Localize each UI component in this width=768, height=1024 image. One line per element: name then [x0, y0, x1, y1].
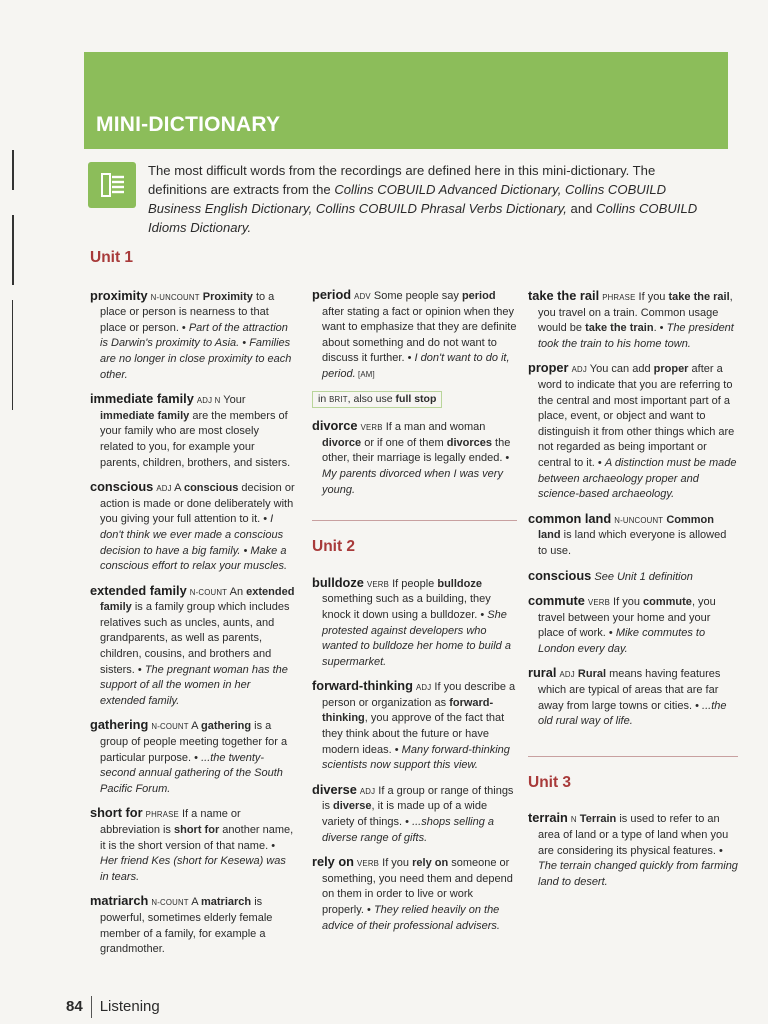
entry-proximity: [90, 288, 295, 384]
definition: something such as a building, they knock it down using a bulldozer. •: [322, 593, 491, 621]
margin-mark: [12, 150, 14, 190]
entry-commute: [528, 593, 738, 657]
definition: Some people say: [370, 290, 462, 302]
region-label: BRIT: [329, 394, 348, 404]
headword: terrain: [528, 810, 568, 826]
headword: proximity: [90, 287, 148, 303]
grammar-label: N-UNCOUNT: [150, 292, 200, 302]
example: The terrain changed quickly from farming land to desert.: [538, 860, 738, 888]
unit-heading: Unit 2: [312, 538, 356, 556]
definition: someone or something, you need them and depend on them in order to live or work properly. •: [322, 857, 513, 916]
intro-sources: Collins COBUILD Advanced Dictionary, Collins COBUILD Business English Dictionary, Collins COBUILD Phrasal Verbs Dictionary,: [148, 182, 667, 216]
definition: If people: [389, 577, 438, 590]
bold-term: take the rail: [668, 291, 730, 303]
headword: conscious: [528, 567, 592, 583]
definition: , you approve of the fact that they think about the future or have modern ideas. •: [322, 712, 505, 756]
example: ...the twenty-second annual gathering of the South Pacific Forum.: [100, 751, 283, 795]
entry-short-for: [90, 805, 295, 885]
note-text: , also use: [347, 392, 396, 405]
example: I don't think we ever made a conscious decision to have a big family. • Make a conscious effort to relax your muscles.: [100, 513, 288, 573]
definition: If a group or range of things is: [322, 784, 514, 813]
page-number: 84: [66, 997, 83, 1015]
column-3: [528, 248, 738, 898]
definition: An: [227, 585, 247, 598]
unit-heading: Unit 3: [528, 773, 572, 791]
example: ...shops selling a diverse range of gifts.: [322, 816, 494, 844]
example: They relied heavily on the advice of their professional advisers.: [322, 904, 500, 932]
section-name: Listening: [99, 997, 160, 1015]
example: The president took the train to his home town.: [538, 322, 734, 350]
headword: forward-thinking: [312, 678, 413, 694]
example: A distinction must be made between archaeology proper and science-based archaeology.: [538, 456, 737, 501]
bold-term: diverse: [333, 800, 372, 813]
cross-reference: See Unit 1 definition: [594, 570, 693, 583]
grammar-label: VERB: [587, 598, 610, 608]
column-1: [90, 250, 295, 966]
book-list-icon: [88, 162, 136, 208]
region-label: [AM]: [355, 369, 375, 379]
headword: immediate family: [90, 391, 194, 407]
entry-bulldoze: [312, 575, 517, 671]
definition: A: [188, 720, 201, 733]
headword: gathering: [90, 717, 149, 733]
bold-term: Rural: [577, 668, 607, 681]
margin-mark: [12, 215, 14, 285]
unit-divider: [528, 756, 738, 757]
headword: rural: [528, 665, 557, 681]
headword: take the rail: [528, 288, 600, 303]
bold-term: conscious: [183, 482, 239, 495]
definition: or if one of them: [361, 436, 447, 449]
bold-term: full stop: [395, 392, 437, 405]
grammar-label: ADJ: [359, 786, 376, 796]
bold-term: matriarch: [201, 896, 252, 909]
entry-proper: [528, 360, 738, 502]
grammar-label: N-UNCOUNT: [614, 515, 664, 525]
example: Many forward-thinking scientists now support this view.: [322, 743, 510, 772]
note-text: in: [318, 392, 330, 405]
headword: matriarch: [90, 893, 149, 909]
example: I don't want to do it, period.: [322, 352, 510, 380]
definition: means having features which are typical of areas that are far away from large towns or cities. •: [538, 668, 721, 712]
bold-term: proper: [653, 363, 689, 376]
headword: period: [312, 287, 352, 302]
grammar-label: ADJ N: [196, 396, 221, 406]
bold-term: Common land: [538, 513, 714, 542]
definition: If you: [635, 291, 669, 303]
entry-terrain: [528, 810, 738, 890]
entry-immediate-family: [90, 391, 295, 471]
unit-heading: Unit 1: [90, 249, 134, 266]
headword: conscious: [90, 479, 154, 495]
entry-conscious: [90, 479, 295, 575]
bold-term: Terrain: [579, 813, 617, 826]
definition: the other, their marriage is legally ended. •: [322, 436, 511, 465]
usage-note: [312, 391, 442, 409]
entry-diverse: [312, 782, 517, 846]
page-title: MINI-DICTIONARY: [96, 113, 281, 136]
grammar-label: ADJ: [571, 365, 587, 375]
grammar-label: PHRASE: [145, 810, 179, 820]
entry-period: [312, 287, 517, 383]
grammar-label: VERB: [366, 579, 390, 589]
definition: You can add: [586, 363, 654, 376]
entry-gathering: [90, 717, 295, 797]
definition: to a place or person is nearness to that place or person. •: [100, 290, 275, 334]
bold-term: short for: [174, 824, 220, 836]
margin-mark: [12, 300, 13, 410]
definition: is a family group which includes relatives such as uncles, aunts, and grandparents, as well as parents, children, cousins, and brothers and sisters. •: [100, 601, 290, 676]
definition: If you describe a person or organization as: [322, 681, 516, 709]
grammar-label: ADJ: [156, 484, 172, 494]
bold-term: immediate family: [100, 409, 190, 422]
unit-divider: [312, 520, 517, 521]
definition: A: [188, 896, 201, 909]
bold-term: period: [461, 290, 496, 302]
definition: , you travel between your home and your place of work. •: [538, 596, 716, 640]
entry-forward-thinking: [312, 678, 517, 774]
example: Mike commutes to London every day.: [538, 627, 706, 655]
headword: common land: [528, 510, 612, 526]
bold-term: commute: [643, 596, 692, 609]
bold-term: divorces: [446, 436, 492, 449]
definition: Your: [220, 394, 246, 407]
definition: If a name or abbreviation is: [100, 808, 241, 836]
definition: . •: [653, 322, 667, 335]
grammar-label: ADJ: [416, 683, 432, 693]
definition: another name, it is the short version of that name. •: [100, 824, 294, 852]
entry-rural: [528, 665, 738, 729]
intro-text: The most difficult words from the recordings are defined here in this mini-dictionary. The definitions are extracts from the: [148, 163, 656, 197]
definition: is powerful, sometimes elderly female member of a family, for example a grandmother.: [100, 896, 273, 956]
bold-term: Proximity: [202, 290, 253, 303]
example: The pregnant woman has the support of all the women in her extended family.: [100, 663, 288, 707]
bold-term: forward-thinking: [322, 696, 494, 725]
definition: If a man and woman: [382, 421, 486, 434]
headword: bulldoze: [312, 574, 364, 590]
grammar-label: N-COUNT: [151, 722, 189, 732]
entry-extended-family: [90, 583, 295, 710]
definition: If you: [610, 596, 644, 609]
intro-sources: Collins COBUILD Idioms Dictionary.: [148, 201, 698, 235]
definition: , it is made up of a wide variety of things. •: [322, 800, 488, 829]
definition: A: [171, 482, 184, 495]
headword: extended family: [90, 582, 187, 598]
grammar-label: N-COUNT: [151, 898, 189, 908]
grammar-label: VERB: [360, 423, 383, 433]
footer-divider: [91, 996, 92, 1018]
bold-term: take the train: [585, 322, 654, 335]
definition: is a group of people meeting together for a particular purpose. •: [100, 720, 288, 764]
entry-matriarch: [90, 893, 295, 957]
headword: diverse: [312, 781, 357, 797]
column-2: [312, 251, 517, 942]
definition: If you: [379, 857, 413, 870]
grammar-label: VERB: [357, 859, 380, 869]
example: She protested against developers who wanted to bulldoze her home to build a supermarket.: [322, 608, 511, 668]
definition: is used to refer to an area of land or a type of land when you are considering its physical features. •: [538, 813, 729, 857]
entry-take-the-rail: [528, 288, 738, 352]
definition: is land which everyone is allowed to use.: [538, 529, 727, 557]
headword: short for: [90, 805, 143, 821]
headword: divorce: [312, 418, 358, 434]
definition: decision or action is made or done deliberately with you giving your full attention to it. •: [100, 482, 295, 526]
intro-paragraph: [148, 161, 708, 237]
definition: after stating a fact or opinion when they want to emphasize that they are definite about something and do not want to discuss it further. •: [322, 305, 517, 365]
headword: proper: [528, 360, 569, 376]
example: Her friend Kes (short for Kesewa) was in tears.: [100, 855, 286, 883]
entry-divorce: [312, 418, 517, 498]
definition: after a word to indicate that you are referring to the central and most important part of a place, event, or object and want to distinguish it from other things which are not regarded as being important or central to it. •: [538, 363, 735, 469]
bold-term: rely on: [412, 857, 449, 870]
bold-term: divorce: [322, 436, 362, 449]
headword: commute: [528, 593, 585, 609]
grammar-label: N-COUNT: [189, 587, 228, 597]
page-footer: [66, 996, 160, 1018]
grammar-label: ADJ: [559, 670, 575, 680]
example: Part of the attraction is Darwin's proximity to Asia. • Families are no longer in close proximity to each other.: [100, 321, 292, 381]
example: My parents divorced when I was very young.: [322, 467, 503, 496]
definition: are the members of your family who are most closely related to you, for example your parents, children, brothers, and sisters.: [100, 409, 291, 469]
entry-common-land: [528, 511, 738, 560]
definition: , you travel on a train. Common usage would be: [538, 291, 733, 335]
entry-conscious-ref: [528, 568, 738, 586]
intro-text: and: [566, 201, 597, 216]
grammar-label: N: [570, 815, 577, 825]
bold-term: gathering: [200, 720, 252, 733]
example: ...the old rural way of life.: [538, 699, 727, 728]
grammar-label: ADV: [354, 292, 371, 301]
entry-rely-on: [312, 854, 517, 934]
bold-term: bulldoze: [437, 577, 482, 590]
bold-term: extended family: [100, 585, 295, 614]
header-banner: [84, 52, 728, 149]
grammar-label: PHRASE: [602, 293, 636, 302]
headword: rely on: [312, 854, 354, 870]
